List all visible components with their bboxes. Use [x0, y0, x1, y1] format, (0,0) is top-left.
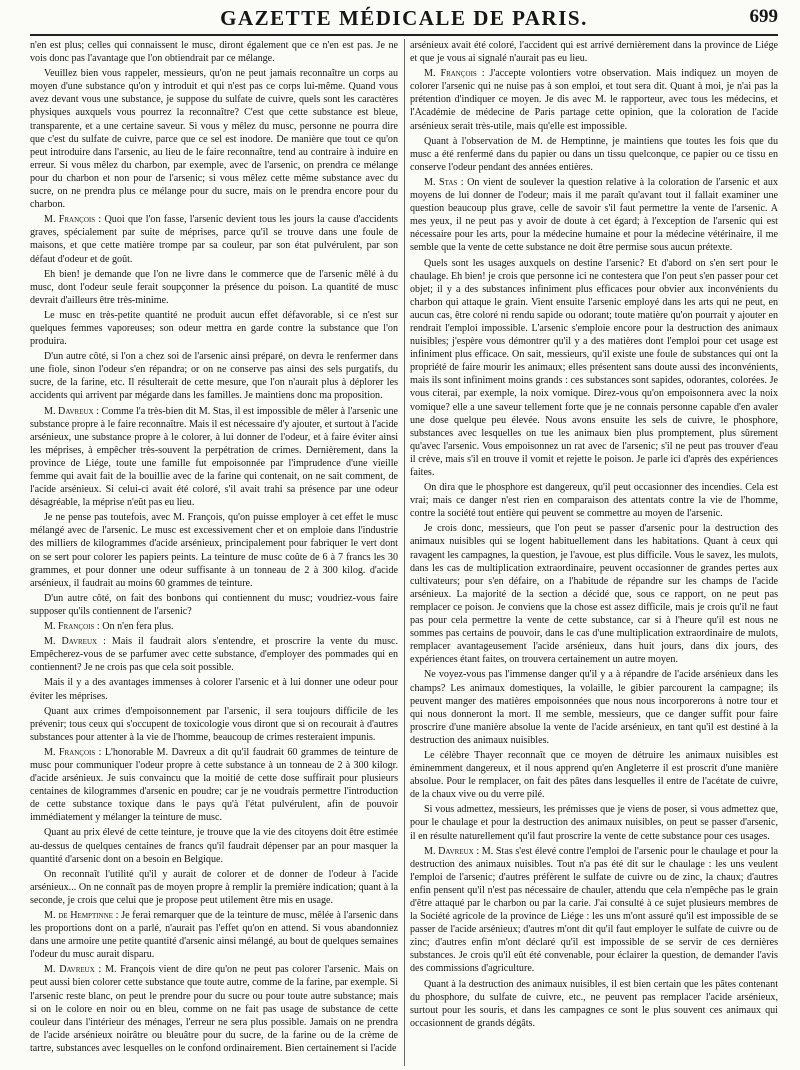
paragraph: [30, 39, 398, 65]
paragraph-text: Quant à l'observation de M. de Hemptinne, je maintiens que toutes les fois que du musc a été renfermé dans du papier ou dans un tissu quelconque, ce papier ou ce tissu en conserve l'odeur pendant des années entières.: [410, 135, 778, 173]
page-number: 699: [749, 6, 778, 27]
speaker-name: M. Davreux :: [44, 636, 106, 648]
paragraph-text: Eh bien! je demande que l'on ne livre dans le commerce que de l'arsenic mêlé à du musc, dont l'odeur seule ferait soupçonner la présence du poison. La quantité de musc devrait d'ailleurs être très-minime.: [30, 268, 398, 306]
paragraph: [30, 592, 398, 618]
paragraph-text: D'un autre côté, si l'on a chez soi de l'arsenic ainsi préparé, on devra le renfermer dans une fiole, sinon l'odeur s'en répandra; or on ne conserve pas ainsi des sels purgatifs, du sucre, de la farine, etc. Il résulterait de cette mesure, que l'on n'aurait plus à déplorer les accidents qui arrivent par mégarde dans les familles. Je maintiens donc ma proposition.: [30, 351, 398, 402]
paragraph-text: D'un autre côté, on fait des bonbons qui contiennent du musc; voudriez-vous faire supposer qu'ils contiennent de l'arsenic?: [30, 592, 398, 617]
paragraph: [410, 803, 778, 842]
paragraph-text: On reconnaît l'utilité qu'il y aurait de colorer et de donner de l'odeur à l'acide arsénieux... On ne connaît pas de moyen propre à remplir la première indication; quant à la seconde, je crois que celui que je propose peut utilement être mis en usage.: [30, 868, 398, 906]
speaker-name: M. François :: [424, 68, 485, 80]
paragraph: [410, 257, 778, 480]
paragraph-text: Quant à la destruction des animaux nuisibles, il est bien certain que les pâtes contenant du phosphore, du sulfate de cuivre, etc., ne peuvent pas remplacer l'acide arsénieux, surtout pour les souris, et dans les campagnes ce sont le plus souvent ces animaux qui occasionnent de grands dégâts.: [410, 978, 778, 1029]
paragraph: [30, 620, 398, 633]
paragraph-text: On vient de soulever la question relative à la coloration de l'arsenic et aux moyens de lui donner de l'odeur; mais il me paraît qu'avant tout il fallait examiner une question beaucoup plus grave, celle de savoir s'il faut permettre la vente de l'arsenic. A mes yeux, il ne peut pas y avoir de doute à cet égard; à l'exception de l'arsenic qui est nécessaire pour les arts, pour la médecine humaine et pour la médecine vétérinaire, il me semble que la vente de cette substance ne doit être permise sous aucun prétexte.: [410, 176, 778, 254]
paragraph: [410, 978, 778, 1030]
paragraph: [410, 522, 778, 666]
paragraph-text: Si vous admettez, messieurs, les prémisses que je viens de poser, si vous admettez que, pour le chaulage et pour la destruction des animaux nuisibles, on peut se passer d'arsenic, il en résulte naturellement qu'il faut proscrire la vente de cette substance pour ces usages.: [410, 804, 778, 842]
paragraph: [410, 39, 778, 65]
right-column: [410, 39, 778, 1066]
paragraph: [30, 963, 398, 1055]
column-divider: [404, 39, 405, 1066]
paragraph: [410, 481, 778, 520]
speaker-name: M. François :: [44, 621, 100, 633]
paragraph: [410, 176, 778, 255]
paragraph: [410, 67, 778, 132]
paragraph-text: J'accepte volontiers votre observation. Mais indiquez un moyen de colorer l'arsenic qui ne nuise pas à son emploi, et tout sera dit. Quant à moi, je n'ai pas la prétention d'indiquer ce moyen. Je dis avec M. le rapporteur, avec tous les médecins, et l'Académie de médecine de Paris partage cette opinion, que la coloration de l'acide arsénieux serait très-utile, mais qu'elle est impossible.: [410, 68, 778, 132]
paragraph-text: Je crois donc, messieurs, que l'on peut se passer d'arsenic pour la destruction des animaux nuisibles qui se logent habituellement dans les habitations. Quant à ceux qui ravagent les campagnes, la question, je l'avoue, est plus difficile. Vous le savez, les mulots, dans les cas de multiplication extraordinaire, peuvent occasionner de grandes pertes aux cultivateurs; pour s'en défaire, on a l'habitude de répandre sur les champs de l'acide arsénieux. La majorité de la section a décidé que, sous ce rapport, on ne peut pas remplacer ce poison. Je conviens que la chose est assez difficile, mais je crois qu'il ne faut pas pour cela permettre la vente de cette substance, car si à l'heure qu'il est nous ne sommes pas certains de pouvoir, dans le cas d'une multiplication extraordinaire de mulots, remplacer avantageusement l'acide arsénieux, dans huit jours, dans dix jours, des expériences étant faites, on trouvera certainement un autre moyen.: [410, 523, 778, 666]
paragraph-text: Le musc en très-petite quantité ne produit aucun effet défavorable, si ce n'est sur quelques femmes vaporeuses; son odeur mettra en garde contre la substance que l'on produira.: [30, 309, 398, 348]
paragraph: [410, 749, 778, 801]
speaker-name: M. François :: [44, 214, 102, 226]
paragraph: [30, 67, 398, 211]
paragraph: [30, 909, 398, 961]
paragraph: [30, 405, 398, 510]
paragraph: [30, 213, 398, 265]
paragraph-text: Je ne pense pas toutefois, avec M. François, qu'on puisse employer à cet effet le musc mélangé avec de l'arsenic. Le musc est excessivement cher et on emploie dans l'industrie des milliers de kilogrammes d'acide arsénieux, principalement pour fabriquer le vert dont on se sert pour colorer les papiers peints. La teinture de musc coûte de 6 à 7 francs les 30 grammes, et pour donner une odeur suffisante à un tonneau de 2 à 300 kilog. d'acide arsénieux, il faudrait au moins 60 grammes de teinture.: [30, 512, 398, 589]
paragraph-text: Je ferai remarquer que de la teinture de musc, mêlée à l'arsenic dans les proportions dont on a parlé, n'aurait pas l'effet qu'on en attend. Si vous abandonniez dans une armoire une petite quantité d'arsenic ainsi mélangé, au bout de quelques semaines l'odeur du musc aurait disparu.: [30, 910, 398, 961]
paragraph-text: M. François vient de dire qu'on ne peut pas colorer l'arsenic. Mais on peut aussi bien colorer cette substance que toute autre, comme de la farine, par exemple. Si l'arsenic reste blanc, on peut le prendre pour du sucre ou pour toute autre substance; mais si on le colore en noir ou en bleu, comme on ne fait pas usage de substance de cette couleur dans l'intérieur des ménages, l'erreur ne sera plus possible. Jamais on ne prendra de l'acide arsénieux noirâtre ou bleuâtre pour du sucre, de la farine ou de la crème de tartre, substances avec lesquelles on le confond ordinairement. Bien certainement si l'acide: [30, 964, 398, 1054]
paragraph: [410, 668, 778, 747]
paragraph: [410, 845, 778, 976]
paragraph: [30, 511, 398, 590]
paragraph: [30, 746, 398, 825]
paragraph: [30, 309, 398, 348]
paragraph-text: Mais il faudrait alors s'entendre, et proscrire la vente du musc. Empêcherez-vous de se parfumer avec cette substance, d'employer des pommades qui en contiennent? Je ne crois pas que cela soit possible.: [30, 636, 398, 674]
paragraph-text: Comme l'a très-bien dit M. Stas, il est impossible de mêler à l'arsenic une substance propre à le faire reconnaître. Mais il est nécessaire d'y ajouter, et surtout à l'acide arsénieux, une substance propre à le colorer, à lui donner de l'odeur, et à faire éviter ainsi les méprises, à empêcher très-souvent la perpétration de crimes. Dernièrement, dans la province de Liége, toute une famille fut empoisonnée par l'imprudence d'une vieille femme qui avait fait de la bouillie avec de la farine qui contenait, on ne sait comment, de l'acide arsénieux. Si celui-ci avait été coloré, s'il avait trahi sa présence par une odeur désagréable, la méprise n'eût pas eu lieu.: [30, 405, 398, 509]
speaker-name: M. de Hemptinne :: [44, 910, 119, 921]
paragraph-text: Mais il y a des avantages immenses à colorer l'arsenic et à lui donner une odeur pour éviter les méprises.: [30, 677, 398, 702]
paragraph: [30, 826, 398, 865]
paragraph-text: Quant aux crimes d'empoisonnement par l'arsenic, il sera toujours difficile de les prévenir; tous ceux qui s'occupent de toxicologie vous diront que si on recourait à d'autres substances pour attenter à la vie de l'homme, beaucoup de crimes resteraient impunis.: [30, 705, 398, 743]
speaker-name: M. François :: [44, 746, 102, 758]
paragraph: [30, 705, 398, 744]
paragraph: [410, 135, 778, 174]
running-title: GAZETTE MÉDICALE DE PARIS.: [220, 6, 588, 30]
speaker-name: M. Davreux :: [44, 405, 99, 417]
speaker-name: M. Stas :: [424, 176, 464, 188]
paragraph-text: Veuillez bien vous rappeler, messieurs, qu'on ne peut jamais reconnaître un corps au moyen d'une substance qu'on y introduit et qui n'est pas ce corps lui-même. Quand vous avez devant vous une substance, je suppose du sulfate de cuivre, quels sont les caractères physiques auxquels vous pourrez la reconnaître? C'est que cette substance est bleue, transparente, et a une certaine saveur. Si vous y mêlez du musc, personne ne pourra dire que c'est du sulfate de cuivre, parce que ce sel est inodore. De manière que tout ce qu'on peut introduire dans l'arsenic, au lieu de le faire reconnaître, tend au contraire à induire en erreur. Si vous mêlez du charbon, par exemple, avec de l'arsenic, on prendra ce mélange pour du charbon et non pour de l'arsenic; si vous mêlez cette même substance avec du sucre, on ne prendra plus ce mélange pour du sucre, mais on le prendra encore pour du charbon.: [30, 68, 398, 211]
paragraph: [30, 635, 398, 674]
paragraph-text: Quels sont les usages auxquels on destine l'arsenic? Et d'abord on s'en sert pour le chaulage. Eh bien! je crois que personne ici ne contestera que l'on peut s'en passer pour cet objet; il y a des substances infiniment plus efficaces pour obvier aux inconvénients du charbon qui attaque le grain. Vient ensuite l'arsenic employé dans les arts qui ne peut, en aucun cas, être coloré ni rendu sapide ou odorant; toute matière qu'on pourrait y ajouter en rendrait l'emploi impossible. L'arsenic s'emploie encore pour la destruction des animaux nuisibles; j'espère vous démontrer qu'il y a des matières dont l'emploi pour cet usage est infiniment plus efficace. On sait, messieurs, qu'il existe une foule de substances qui ont la propriété de faire mourir les animaux; elles présentent sans doute aussi des inconvénients, mais ils sont infiniment moins grands : ces substances sont sapides, odorantes, colorées. Je vous citerai, par exemple, la noix vomique. Direz-vous qu'on empoisonnera avec la noix vomique? elle a une saveur tellement forte que je ne connais personne capable d'en avaler une dose quelque peu élevée. Nous avons ensuite les sels de cuivre, le phosphore, substances avec lesquelles on tue les animaux bien plus promptement, plus sûrement qu'avec l'arsenic. Vous empoisonnez un rat avec de l'arsenic; s'il ne peut pas trouver d'eau il crève, mais s'il en trouve il vomit et rejette le poison. Je parle ici d'après des expériences faites.: [410, 257, 778, 478]
paragraph-text: On n'en fera plus.: [102, 621, 174, 633]
speaker-name: M. Davreux :: [44, 964, 102, 976]
paragraph-text: Le célèbre Thayer reconnaît que ce moyen de détruire les animaux nuisibles est éminemment dangereux, et il nous apprend qu'en Angleterre il est proscrit d'une manière absolue. Pour le remplacer, on fait des pâtes dans lesquelles il entre de l'acétate de cuivre, de la chaux vive ou du verre pilé.: [410, 749, 778, 801]
paragraph-text: n'en est plus; celles qui connaissent le musc, diront également que ce n'en est pas. Je ne vois donc pas l'avantage que l'on obtiendrait par ce mélange.: [30, 40, 398, 65]
speaker-name: M. Davreux :: [424, 845, 480, 857]
paragraph-text: Quant au prix élevé de cette teinture, je trouve que la vie des citoyens doit être estimée au-dessus de quelques centaines de francs qu'il faudrait dépenser par an pour masquer la quantité d'arsenic dont on a besoin en Belgique.: [30, 827, 398, 865]
paragraph-text: Quoi que l'on fasse, l'arsenic devient tous les jours la cause d'accidents graves, spécialement par suite de méprises, parce qu'il se trouve dans une foule de maisons, et que cette matière trompe par sa couleur, par son état pulvérulent, par son défaut d'odeur et de goût.: [30, 214, 398, 265]
paragraph: [30, 868, 398, 907]
paragraph-text: M. Stas s'est élevé contre l'emploi de l'arsenic pour le chaulage et pour la destruction des animaux nuisibles. Tout n'a pas été dit sur le chaulage : les uns veulent l'emploi de l'arsenic; d'autres préfèrent le sulfate de cuivre ou de zinc, la chaux; d'autres enfin pensent qu'il n'est pas nécessaire de chauler, attendu que cela n'empêche pas le grain d'être attaqué par le charbon ou par la carie. J'ai consulté à ce sujet plusieurs membres de la Société agricole de la province de Liége : les uns m'ont assuré qu'il est impossible de se passer de l'acide arsénieux; d'autres m'ont dit qu'il faut employer le sulfate de cuivre ou de zinc; d'autres enfin m'ont déclaré qu'il est impossible de se servir de ces dernières substances. Je crois qu'il eût été convenable, pour éclairer la question, de demander l'avis des commissions d'agriculture.: [410, 845, 778, 975]
paragraph-text: arsénieux avait été coloré, l'accident qui est arrivé dernièrement dans la province de Liége et que je vous ai signalé n'aurait pas eu lieu.: [410, 40, 778, 65]
paragraph-text: Ne voyez-vous pas l'immense danger qu'il y a à répandre de l'acide arsénieux dans les champs? Les animaux domestiques, la volaille, le gibier parcourent la campagne; ils peuvent manger des matières empoisonnées que nous nous incorporerons à notre tour et qui nous donneront la mort. Il me semble, messieurs, que ce danger suffit pour faire proscrire d'une manière absolue la vente de l'acide arsénieux, en tant qu'il est destiné à la destruction des animaux nuisibles.: [410, 669, 778, 746]
paragraph-text: On dira que le phosphore est dangereux, qu'il peut occasionner des incendies. Cela est vrai; mais ce danger n'est rien en comparaison des attentats contre la vie de l'homme, contre la société tout entière qui peuvent se commettre au moyen de l'arsenic.: [410, 482, 778, 520]
paragraph: [30, 350, 398, 402]
paragraph: [30, 676, 398, 702]
paragraph: [30, 268, 398, 307]
text-columns: [30, 39, 778, 1066]
left-column: [30, 39, 398, 1066]
page-header: [30, 0, 778, 36]
paragraph-text: L'honorable M. Davreux a dit qu'il faudrait 60 grammes de teinture de musc pour communiquer l'odeur propre à cette substance à un tonneau de 2 à 300 kilogr. d'acide arsénieux. Je suis convaincu que la moitié de cette dose suffirait pour plusieurs centaines de kilogrammes d'arsenic en poudre; car je ne voudrais permettre l'introduction de cette substance toxique dans le pays qu'à l'état pulvérulent, afin de pouvoir immédiatement y mélanger la teinture de musc.: [30, 746, 398, 824]
